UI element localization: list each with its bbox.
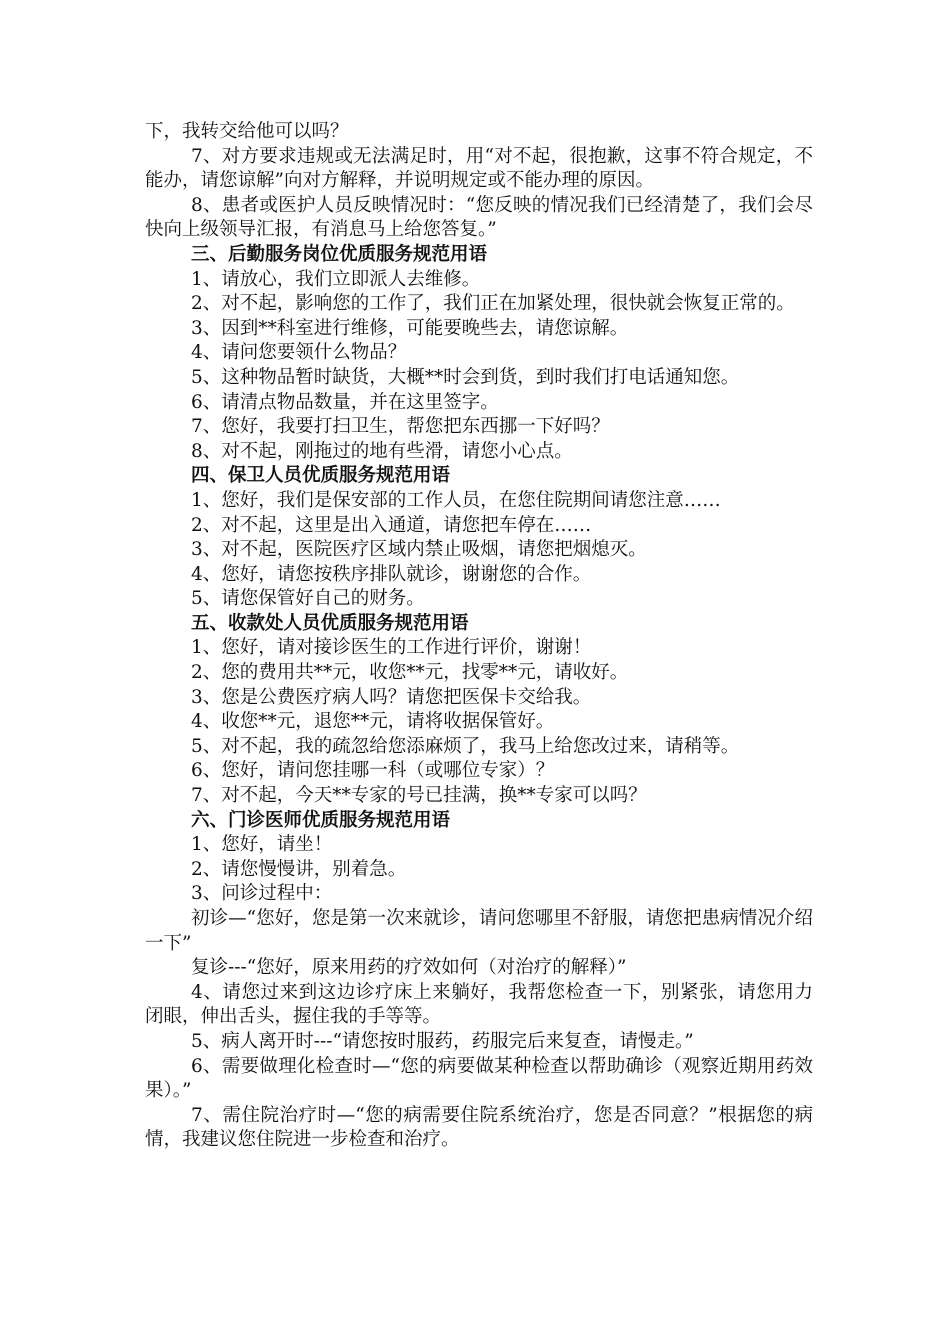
paragraph: 2、对不起，这里是出入通道，请您把车停在……: [191, 514, 592, 536]
paragraph: 下，我转交给他可以吗？: [145, 121, 349, 142]
paragraph: 1、您好，我们是保安部的工作人员，在您住院期间请您注意……: [191, 489, 721, 511]
paragraph: 8、患者或医护人员反映情况时：“您反映的情况我们已经清楚了，我们会尽快向上级领导汇报，有消息马上给您答复。”: [145, 194, 813, 241]
paragraph: 初诊—“您好，您是第一次来就诊，请问您哪里不舒服，请您把患病情况介绍一下”: [145, 908, 813, 954]
paragraph: 2、请您慢慢讲，别着急。: [191, 858, 407, 880]
paragraph: 3、问诊过程中：: [191, 883, 333, 905]
section-heading: 四、保卫人员优质服务规范用语: [191, 465, 451, 487]
paragraph: 3、您是公费医疗病人吗？请您把医保卡交给我。: [191, 686, 592, 708]
document-page: [145, 120, 813, 1153]
paragraph: 7、对方要求违规或无法满足时，用“对不起，很抱歉，这事不符合规定，不能办，请您谅解”向对方解释，并说明规定或不能办理的原因。: [145, 145, 813, 192]
section-heading: 三、后勤服务岗位优质服务规范用语: [191, 243, 488, 265]
paragraph: 复诊---“您好，原来用药的疗效如何（对治疗的解释）”: [191, 957, 627, 979]
paragraph: 7、需住院治疗时—“您的病需要住院系统治疗，您是否同意？”根据您的病情，我建议您住院进一步检查和治疗。: [145, 1104, 813, 1151]
paragraph: 6、请清点物品数量，并在这里签字。: [191, 391, 499, 413]
paragraph: 4、您好，请您按秩序排队就诊，谢谢您的合作。: [191, 563, 592, 585]
paragraph: 5、这种物品暂时缺货，大概**时会到货，到时我们打电话通知您。: [191, 366, 740, 388]
paragraph: 1、您好，请对接诊医生的工作进行评价，谢谢！: [191, 637, 592, 659]
paragraph: 6、您好，请问您挂哪一科（或哪位专家）？: [191, 760, 555, 782]
paragraph: 8、对不起，刚拖过的地有些滑，请您小心点。: [191, 440, 573, 462]
paragraph: 4、收您**元，退您**元，请将收据保管好。: [191, 711, 555, 733]
paragraph: 3、对不起，医院医疗区域内禁止吸烟，请您把烟熄灭。: [191, 539, 647, 561]
paragraph: 6、需要做理化检查时—“您的病要做某种检查以帮助确诊（观察近期用药效果）。”: [145, 1055, 813, 1102]
paragraph: 3、因到**科室进行维修，可能要晚些去，请您谅解。: [191, 317, 629, 339]
paragraph: 7、对不起，今天**专家的号已挂满，换**专家可以吗？: [191, 785, 647, 807]
paragraph: 5、病人离开时---“请您按时服药，药服完后来复查，请慢走。”: [191, 1030, 694, 1052]
paragraph: 2、您的费用共**元，收您**元，找零**元，请收好。: [191, 662, 629, 684]
paragraph: 5、请您保管好自己的财务。: [191, 588, 425, 610]
paragraph: 1、您好，请坐！: [191, 834, 333, 856]
paragraph: 5、对不起，我的疏忽给您添麻烦了，我马上给您改过来，请稍等。: [191, 735, 740, 757]
paragraph: 2、对不起，影响您的工作了，我们正在加紧处理，很快就会恢复正常的。: [191, 293, 795, 315]
paragraph: 4、请您过来到这边诊疗床上来躺好，我帮您检查一下，别紧张，请您用力闭眼，伸出舌头，握住我的手等等。: [145, 981, 813, 1028]
section-heading: 六、门诊医师优质服务规范用语: [191, 809, 451, 831]
paragraph: 7、您好，我要打扫卫生，帮您把东西挪一下好吗？: [191, 416, 610, 438]
paragraph: 4、请问您要领什么物品？: [191, 342, 407, 364]
paragraph: 1、请放心，我们立即派人去维修。: [191, 268, 481, 290]
section-heading: 五、收款处人员优质服务规范用语: [191, 612, 469, 634]
